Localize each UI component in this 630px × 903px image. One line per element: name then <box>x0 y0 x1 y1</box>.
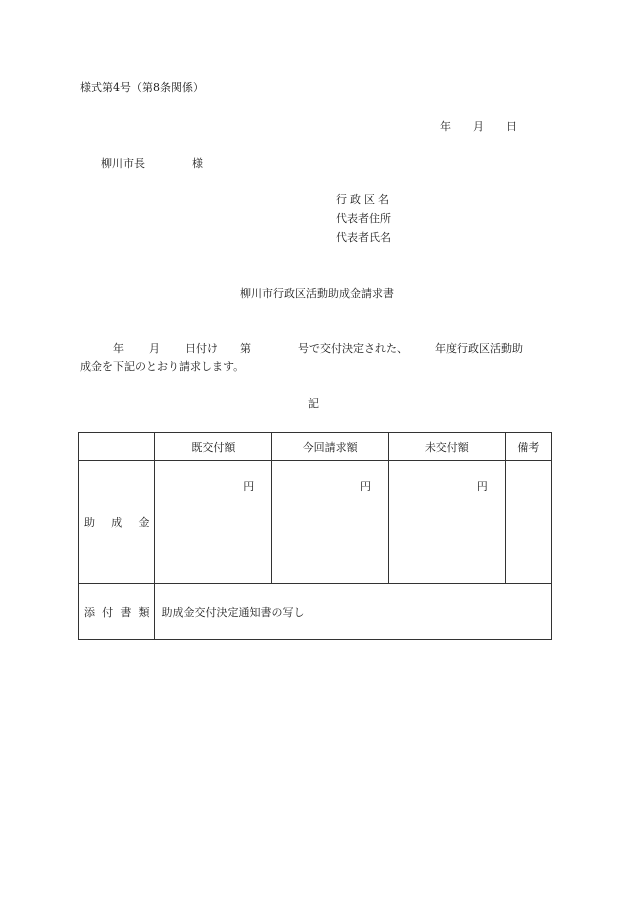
body-text-line-1 <box>113 343 523 354</box>
body-year: 年 <box>113 342 124 355</box>
body-text-line-2: 成金を下記のとおり請求します。 <box>80 360 245 373</box>
already-granted-amount-cell: 円 <box>155 461 272 584</box>
remarks-cell <box>505 461 551 584</box>
attachment-row <box>79 584 552 640</box>
date-year-label: 年 <box>440 120 451 133</box>
date-day-label: 日 <box>506 120 517 133</box>
attachment-value: 助成金交付決定通知書の写し <box>155 584 552 640</box>
addressee <box>101 158 203 169</box>
body-dated: 日付け <box>185 342 218 355</box>
district-name-label: 行政区名 <box>336 193 392 206</box>
header-remarks: 備考 <box>505 433 551 461</box>
body-month: 月 <box>149 342 160 355</box>
document-title: 柳川市行政区活動助成金請求書 <box>240 287 394 300</box>
form-number: 様式第4号（第8条関係） <box>80 81 204 94</box>
date-line <box>440 121 517 132</box>
header-this-request: 今回請求額 <box>272 433 389 461</box>
body-number-prefix: 第 <box>240 342 251 355</box>
addressee-name: 柳川市長 <box>101 157 145 170</box>
grant-row-label: 助成金 <box>79 461 155 584</box>
representative-name-label: 代表者氏名 <box>336 231 391 244</box>
grant-row <box>79 461 552 584</box>
grant-request-table <box>78 432 552 640</box>
header-already-granted: 既交付額 <box>155 433 272 461</box>
not-yet-granted-amount-cell: 円 <box>388 461 505 584</box>
ki-heading: 記 <box>308 397 319 410</box>
header-not-yet-granted: 未交付額 <box>388 433 505 461</box>
header-blank <box>79 433 155 461</box>
body-decided: 号で交付決定された、 <box>298 342 408 355</box>
body-fiscal-program: 年度行政区活動助 <box>435 342 523 355</box>
attachment-row-label: 添付書類 <box>79 584 155 640</box>
representative-address-label: 代表者住所 <box>336 212 391 225</box>
table-header-row <box>79 433 552 461</box>
addressee-honorific: 様 <box>192 157 203 170</box>
this-request-amount-cell: 円 <box>272 461 389 584</box>
date-month-label: 月 <box>473 120 484 133</box>
